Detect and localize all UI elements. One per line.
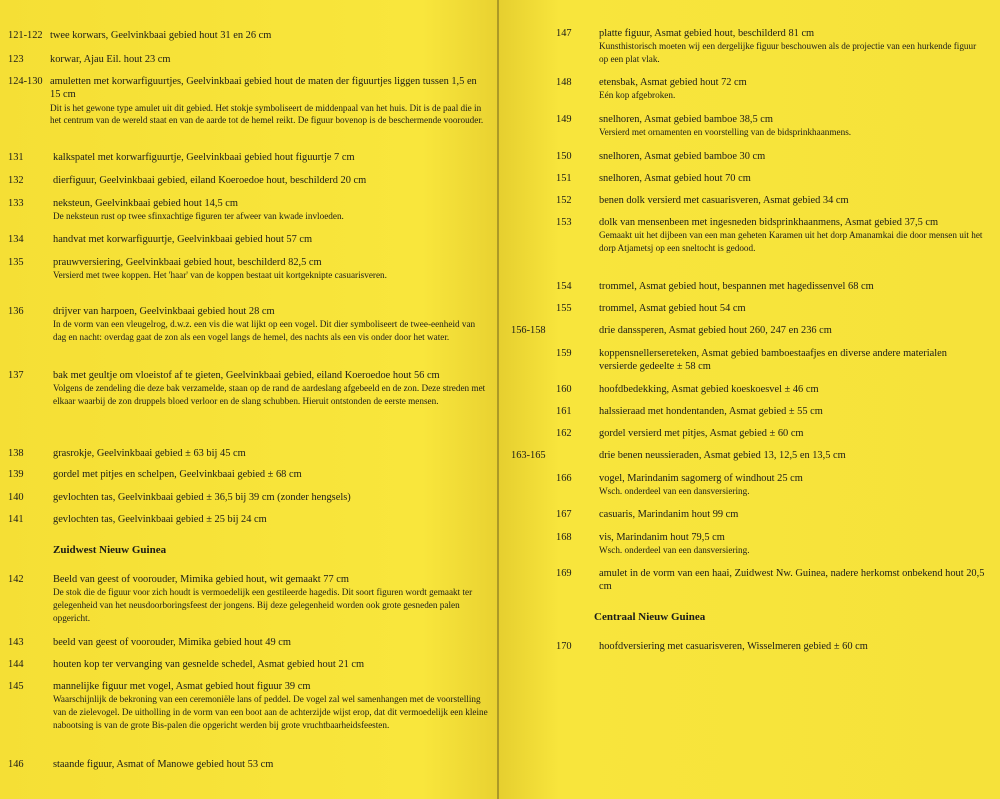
entry-note: Volgens de zendeling die deze bak verzamelde, staan op de rand de aardeslang afgebeeld en de zon. Deze streden met elkaar waarbij de zon druppels bloed verloor en de slang schubben. Hieruit ontstonden de eerste mensen. — [53, 383, 486, 406]
entry-number: 148 — [556, 77, 572, 88]
catalog-entry — [8, 75, 488, 127]
entry-note: Wsch. onderdeel van een dansversiering. — [599, 486, 750, 497]
catalog-entry — [556, 383, 986, 396]
entry-number: 162 — [556, 428, 572, 439]
entry-description: neksteun, Geelvinkbaai gebied hout 14,5 cm — [53, 198, 238, 209]
entry-note: Eén kop afgebroken. — [599, 90, 676, 101]
entry-number: 144 — [8, 659, 24, 670]
entry-note: Versierd met ornamenten en voorstelling van de bidsprinkhaanmens. — [599, 127, 852, 138]
entry-number: 159 — [556, 348, 572, 359]
entry-note: Gemaakt uit het dijbeen van een man geheten Karamen uit het dorp Amanamkai die door mensen uit het dorp Atjametsj op een sneltocht is gedood. — [599, 230, 983, 253]
catalog-entry — [556, 427, 986, 440]
entry-description: benen dolk versierd met casuarisveren, Asmat gebied 34 cm — [599, 195, 849, 206]
catalog-entry — [8, 197, 488, 223]
entry-description: twee korwars, Geelvinkbaai gebied hout 31 en 26 cm — [50, 30, 272, 41]
catalog-entry — [556, 472, 986, 498]
entry-number: 160 — [556, 384, 572, 395]
catalog-entry — [556, 302, 986, 315]
entry-note: Versierd met twee koppen. Het 'haar' van de koppen bestaat uit kortgeknipte casuarisveren. — [53, 270, 387, 281]
entry-number: 124-130 — [8, 76, 43, 87]
left-page — [0, 0, 497, 799]
entry-number: 139 — [8, 469, 24, 480]
entry-description: vogel, Marindanim sagomerg of windhout 25 cm — [599, 473, 803, 484]
entry-number: 154 — [556, 281, 572, 292]
catalog-entry — [8, 491, 488, 504]
catalog-entry — [8, 29, 488, 42]
entry-description: amuletten met korwarfiguurtjes, Geelvinkbaai gebied hout de maten der figuurtjes liggen tussen 1,5 en 15 cm — [50, 76, 477, 101]
entry-description: trommel, Asmat gebied hout 54 cm — [599, 303, 746, 314]
entry-number: 170 — [556, 641, 572, 652]
entry-number: 147 — [556, 28, 572, 39]
catalog-entry — [556, 216, 986, 255]
entry-description: handvat met korwarfiguurtje, Geelvinkbaai gebied hout 57 cm — [53, 234, 313, 245]
catalog-entry — [8, 174, 488, 187]
entry-description: vis, Marindanim hout 79,5 cm — [599, 532, 725, 543]
section-heading: Centraal Nieuw Guinea — [594, 611, 706, 623]
entry-description: drijver van harpoen, Geelvinkbaai gebied hout 28 cm — [53, 306, 275, 317]
catalog-entry — [8, 151, 488, 164]
entry-note: In de vorm van een vleugelrog, d.w.z. een vis die wat lijkt op een vogel. Dit dier symboliseert de twee-eenheid van dag en nacht: overdag gaat de zon als een vogel langs de hemel, des nachts als een vis onder door het water. — [53, 319, 476, 342]
entry-number: 156-158 — [511, 325, 546, 336]
entry-number: 161 — [556, 406, 572, 417]
catalog-entry — [8, 758, 488, 771]
entry-number: 155 — [556, 303, 572, 314]
entry-description: drie danssperen, Asmat gebied hout 260, 247 en 236 cm — [599, 325, 832, 336]
catalog-entry — [8, 636, 488, 649]
catalog-entry — [8, 305, 488, 344]
entry-number: 166 — [556, 473, 572, 484]
catalog-entry — [556, 194, 986, 207]
catalog-entry — [511, 449, 986, 462]
entry-description: houten kop ter vervanging van gesnelde schedel, Asmat gebied hout 21 cm — [53, 659, 365, 670]
catalog-entry — [556, 172, 986, 185]
catalog-entry — [556, 531, 986, 557]
entry-description: hoofdversiering met casuarisveren, Wisselmeren gebied ± 60 cm — [599, 641, 868, 652]
entry-description: beeld van geest of voorouder, Mimika gebied hout 49 cm — [53, 637, 291, 648]
catalog-entry — [8, 256, 488, 282]
catalog-entry — [8, 658, 488, 671]
catalog-entry — [8, 233, 488, 246]
entry-description: dolk van mensenbeen met ingesneden bidsprinkhaanmens, Asmat gebied 37,5 cm — [599, 217, 939, 228]
entry-number: 163-165 — [511, 450, 546, 461]
catalog-entry — [8, 468, 488, 481]
entry-description: prauwversiering, Geelvinkbaai gebied hout, beschilderd 82,5 cm — [53, 257, 322, 268]
entry-number: 136 — [8, 306, 24, 317]
entry-description: grasrokje, Geelvinkbaai gebied ± 63 bij 45 cm — [53, 448, 246, 459]
entry-number: 121-122 — [8, 30, 43, 41]
entry-description: mannelijke figuur met vogel, Asmat gebied hout figuur 39 cm — [53, 681, 311, 692]
catalog-entry — [8, 447, 488, 460]
entry-note: Dit is het gewone type amulet uit dit gebied. Het stokje symboliseert de middenpaal van het huis. Dit is de paal die in het centrum van de wereld staat en van de aarde tot de hemel reikt. De figuur bovenop is de beschermende voorouder. — [50, 102, 484, 126]
catalog-entry — [556, 150, 986, 163]
entry-number: 152 — [556, 195, 572, 206]
entry-number: 145 — [8, 681, 24, 692]
entry-description: drie benen neussieraden, Asmat gebied 13, 12,5 en 13,5 cm — [599, 450, 846, 461]
entry-number: 138 — [8, 448, 24, 459]
entry-description: gordel met pitjes en schelpen, Geelvinkbaai gebied ± 68 cm — [53, 469, 302, 480]
catalog-entry — [556, 508, 986, 521]
entry-description: Beeld van geest of voorouder, Mimika gebied hout, wit gemaakt 77 cm — [53, 574, 349, 585]
entry-number: 151 — [556, 173, 572, 184]
entry-note: Wsch. onderdeel van een dansversiering. — [599, 545, 750, 556]
catalog-entry — [8, 513, 488, 526]
catalog-entry — [556, 640, 986, 653]
entry-description: snelhoren, Asmat gebied hout 70 cm — [599, 173, 751, 184]
entry-number: 135 — [8, 257, 24, 268]
entry-note: De stok die de figuur voor zich houdt is vermoedelijk een gestileerde hagedis. Dit soort figuren wordt gemaakt ter gelegenheid van het neusdoorboringsfeest der jongens. Bij deze gelegenheid worden ook grote gesneden palen opgericht. — [53, 587, 473, 623]
entry-description: staande figuur, Asmat of Manowe gebied hout 53 cm — [53, 759, 274, 770]
entry-number: 169 — [556, 568, 572, 579]
catalog-entry — [8, 53, 488, 66]
entry-description: dierfiguur, Geelvinkbaai gebied, eiland Koeroedoe hout, beschilderd 20 cm — [53, 175, 367, 186]
entry-number: 153 — [556, 217, 572, 228]
entry-description: snelhoren, Asmat gebied bamboe 38,5 cm — [599, 114, 774, 125]
entry-number: 143 — [8, 637, 24, 648]
catalog-entry — [556, 567, 986, 594]
entry-number: 167 — [556, 509, 572, 520]
catalog-entry — [556, 405, 986, 418]
entry-number: 132 — [8, 175, 24, 186]
entry-number: 140 — [8, 492, 24, 503]
catalog-entry — [8, 369, 488, 408]
catalog-entry — [556, 27, 986, 66]
entry-number: 133 — [8, 198, 24, 209]
entry-number: 131 — [8, 152, 24, 163]
entry-note: Waarschijnlijk de bekroning van een ceremoniële lans of peddel. De vogel zal wel samenhangen met de voorstelling van de zielevogel. De uitholling in de vorm van een boot aan de achterzijde wijst erop, dat dit vermoedelijk een kleine nabootsing is van de grote Bis-palen die opgericht werden bij grote vruchtbaarheidsfeesten. — [53, 694, 488, 730]
entry-description: koppensnellersereteken, Asmat gebied bamboestaafjes en diverse andere materialen versierde gedeelte ± 58 cm — [599, 348, 947, 373]
entry-number: 141 — [8, 514, 24, 525]
catalog-entry — [556, 280, 986, 293]
entry-number: 137 — [8, 370, 24, 381]
entry-description: casuaris, Marindanim hout 99 cm — [599, 509, 739, 520]
entry-description: hoofdbedekking, Asmat gebied koeskoesvel ± 46 cm — [599, 384, 819, 395]
entry-number: 150 — [556, 151, 572, 162]
entry-number: 123 — [8, 54, 24, 65]
entry-description: korwar, Ajau Eil. hout 23 cm — [50, 54, 171, 65]
entry-description: amulet in de vorm van een haai, Zuidwest Nw. Guinea, nadere herkomst onbekend hout 20,5 cm — [599, 568, 985, 593]
entry-description: gordel versierd met pitjes, Asmat gebied ± 60 cm — [599, 428, 804, 439]
section-heading: Zuidwest Nieuw Guinea — [53, 544, 167, 556]
entry-number: 134 — [8, 234, 24, 245]
catalog-entry — [8, 573, 488, 624]
entry-number: 149 — [556, 114, 572, 125]
catalog-entry — [8, 680, 488, 731]
catalog-entry — [556, 113, 986, 139]
entry-number: 168 — [556, 532, 572, 543]
entry-description: bak met geultje om vloeistof af te gieten, Geelvinkbaai gebied, eiland Koeroedoe hout 56 cm — [53, 370, 440, 381]
entry-description: kalkspatel met korwarfiguurtje, Geelvinkbaai gebied hout figuurtje 7 cm — [53, 152, 355, 163]
entry-note: Kunsthistorisch moeten wij een dergelijke figuur beschouwen als de projectie van een hurkende figuur op een plat vlak. — [599, 41, 977, 64]
entry-description: etensbak, Asmat gebied hout 72 cm — [599, 77, 747, 88]
catalog-entry — [556, 76, 986, 102]
entry-number: 142 — [8, 574, 24, 585]
entry-description: halssieraad met hondentanden, Asmat gebied ± 55 cm — [599, 406, 823, 417]
catalog-entry — [556, 347, 986, 374]
entry-description: platte figuur, Asmat gebied hout, beschilderd 81 cm — [599, 28, 815, 39]
entry-number: 146 — [8, 759, 24, 770]
entry-description: snelhoren, Asmat gebied bamboe 30 cm — [599, 151, 766, 162]
entry-note: De neksteun rust op twee sfinxachtige figuren ter afweer van kwade invloeden. — [53, 211, 344, 222]
catalog-entry — [511, 324, 986, 337]
right-page — [499, 0, 1000, 799]
entry-description: gevlochten tas, Geelvinkbaai gebied ± 36,5 bij 39 cm (zonder hengsels) — [53, 492, 351, 503]
entry-description: trommel, Asmat gebied hout, bespannen met hagedissenvel 68 cm — [599, 281, 874, 292]
entry-description: gevlochten tas, Geelvinkbaai gebied ± 25 bij 24 cm — [53, 514, 267, 525]
